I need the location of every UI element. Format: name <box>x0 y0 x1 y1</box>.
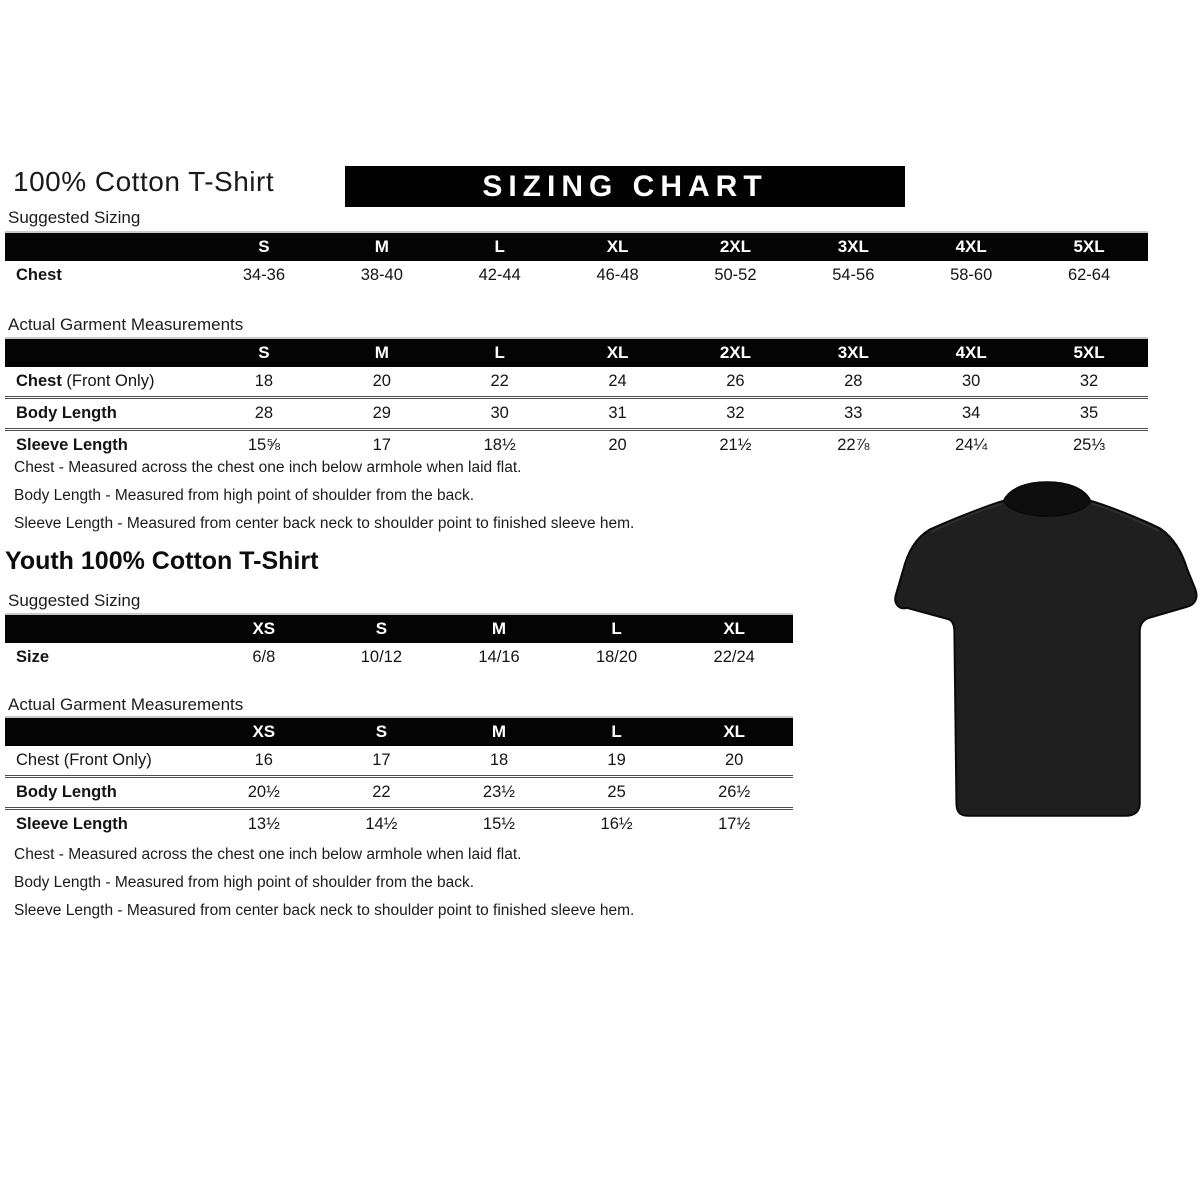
table-cell: 6/8 <box>252 648 276 666</box>
row-label <box>5 751 205 770</box>
column-header: XS <box>252 722 276 741</box>
row-label-note: (Front Only) <box>59 751 152 769</box>
table-cell: 18 <box>489 751 509 769</box>
row-label: Sleeve Length <box>16 436 128 454</box>
table-cell: 25 <box>607 783 626 801</box>
table-cell: 34 <box>962 404 981 422</box>
page-title: 100% Cotton T-Shirt <box>13 166 275 197</box>
table-cell: 19 <box>607 751 626 769</box>
column-header: L <box>611 722 622 741</box>
table-row-chest <box>5 746 793 775</box>
youth-section-title: Youth 100% Cotton T-Shirt <box>5 547 319 575</box>
row-label-main: Chest <box>16 751 60 769</box>
row-label: Body Length <box>16 404 117 422</box>
table-header-row <box>5 233 1148 261</box>
adult-suggested-sizing-label: Suggested Sizing <box>8 208 141 227</box>
table-cell: 15⅝ <box>247 436 280 454</box>
table-cell: 22/24 <box>713 648 755 666</box>
column-header: M <box>374 237 389 256</box>
adult-actual-measurements-label: Actual Garment Measurements <box>8 315 244 334</box>
row-label: Sleeve Length <box>16 815 128 833</box>
table-row-body-length <box>5 775 793 807</box>
adult-suggested-sizing-table <box>5 231 1148 290</box>
table-cell: 35 <box>1079 404 1099 422</box>
table-row-sleeve-length <box>5 807 793 839</box>
table-cell: 22 <box>490 372 509 390</box>
table-cell: 17½ <box>718 815 751 833</box>
adult-actual-measurements-table <box>5 337 1148 460</box>
table-row-chest <box>5 261 1148 290</box>
table-cell: 20 <box>372 372 391 390</box>
note-body-length: Body Length - Measured from high point of shoulder from the back. <box>14 874 475 891</box>
table-cell: 50-52 <box>714 266 757 284</box>
row-label-note: (Front Only) <box>61 372 155 390</box>
table-cell: 54-56 <box>832 266 875 284</box>
column-header: M <box>491 722 507 741</box>
table-cell: 20½ <box>247 783 280 801</box>
column-header: XL <box>723 619 746 638</box>
table-cell: 28 <box>254 404 274 422</box>
table-cell: 10/12 <box>360 648 403 666</box>
table-cell: 29 <box>372 404 391 422</box>
table-cell: 18/20 <box>595 648 638 666</box>
column-header: S <box>375 619 388 638</box>
table-header-row <box>5 718 793 746</box>
table-cell: 30 <box>490 404 509 422</box>
row-label: Size <box>16 648 50 666</box>
youth-measurement-notes <box>14 841 634 925</box>
table-cell: 18 <box>254 372 274 390</box>
table-cell: 21½ <box>719 436 752 454</box>
table-cell: 32 <box>1079 372 1099 390</box>
row-label: Chest <box>16 266 62 284</box>
table-row-chest <box>5 367 1148 396</box>
table-cell: 46-48 <box>596 266 639 284</box>
table-cell: 17 <box>372 751 391 769</box>
youth-actual-measurements-table <box>5 716 793 839</box>
table-cell: 14½ <box>365 815 398 833</box>
youth-suggested-sizing-label: Suggested Sizing <box>8 591 141 610</box>
row-label: Body Length <box>16 783 117 801</box>
table-cell: 13½ <box>247 815 280 833</box>
table-cell: 34-36 <box>242 266 286 284</box>
youth-suggested-sizing-table <box>5 613 793 672</box>
table-cell: 32 <box>726 404 745 422</box>
table-cell: 16 <box>254 751 273 769</box>
note-sleeve-length: Sleeve Length - Measured from center back neck to shoulder point to finished sleeve hem. <box>14 902 635 919</box>
youth-actual-measurements-label: Actual Garment Measurements <box>8 695 244 714</box>
column-header: XS <box>252 619 276 638</box>
row-label-main: Chest <box>16 372 62 390</box>
table-cell: 24 <box>608 372 627 390</box>
table-cell: 38-40 <box>360 266 403 284</box>
table-cell: 22⅞ <box>837 436 870 454</box>
column-header: S <box>375 722 388 741</box>
table-cell: 62-64 <box>1067 266 1111 284</box>
table-cell: 20 <box>725 751 744 769</box>
column-header: M <box>491 619 507 638</box>
column-header: L <box>494 237 505 256</box>
table-cell: 26½ <box>718 783 751 801</box>
table-cell: 15½ <box>482 815 516 833</box>
table-cell: 42-44 <box>478 266 521 284</box>
table-cell: 26 <box>726 372 745 390</box>
column-header: 3XL <box>837 343 869 362</box>
table-cell: 30 <box>962 372 981 390</box>
table-cell: 18½ <box>483 436 516 454</box>
table-cell: 28 <box>844 372 863 390</box>
table-cell: 17 <box>372 436 391 454</box>
table-cell: 22 <box>372 783 391 801</box>
table-row-body-length <box>5 396 1148 428</box>
column-header: 4XL <box>955 343 987 362</box>
table-cell: 24¼ <box>955 436 988 454</box>
column-header: L <box>494 343 505 362</box>
table-cell: 23½ <box>482 783 516 801</box>
table-cell: 16½ <box>600 815 633 833</box>
table-cell: 14/16 <box>478 648 520 666</box>
table-cell: 58-60 <box>950 266 993 284</box>
column-header: XL <box>606 237 629 256</box>
black-tshirt-image <box>890 474 1200 824</box>
table-header-row <box>5 339 1148 367</box>
column-header: 5XL <box>1073 237 1105 256</box>
table-header-row <box>5 615 793 643</box>
table-cell: 25⅓ <box>1073 436 1106 454</box>
column-header: S <box>258 343 270 362</box>
table-cell: 31 <box>608 404 627 422</box>
column-header: 4XL <box>955 237 987 256</box>
column-header: M <box>374 343 389 362</box>
table-cell: 20 <box>608 436 627 454</box>
note-sleeve-length: Sleeve Length - Measured from center back neck to shoulder point to finished sleeve hem. <box>14 515 635 532</box>
row-label <box>5 372 205 391</box>
adult-measurement-notes <box>14 454 634 538</box>
sizing-chart-banner: SIZING CHART <box>345 166 905 207</box>
column-header: XL <box>606 343 629 362</box>
note-body-length: Body Length - Measured from high point of shoulder from the back. <box>14 487 475 504</box>
column-header: S <box>258 237 270 256</box>
column-header: 3XL <box>837 237 869 256</box>
table-cell: 33 <box>844 404 863 422</box>
column-header: XL <box>723 722 746 741</box>
table-row-size <box>5 643 793 672</box>
column-header: L <box>611 619 622 638</box>
column-header: 2XL <box>719 343 752 362</box>
note-chest: Chest - Measured across the chest one inch below armhole when laid flat. <box>14 846 522 863</box>
note-chest: Chest - Measured across the chest one inch below armhole when laid flat. <box>14 459 522 476</box>
column-header: 5XL <box>1073 343 1105 362</box>
column-header: 2XL <box>719 237 752 256</box>
tshirt-body-shape <box>895 482 1196 816</box>
